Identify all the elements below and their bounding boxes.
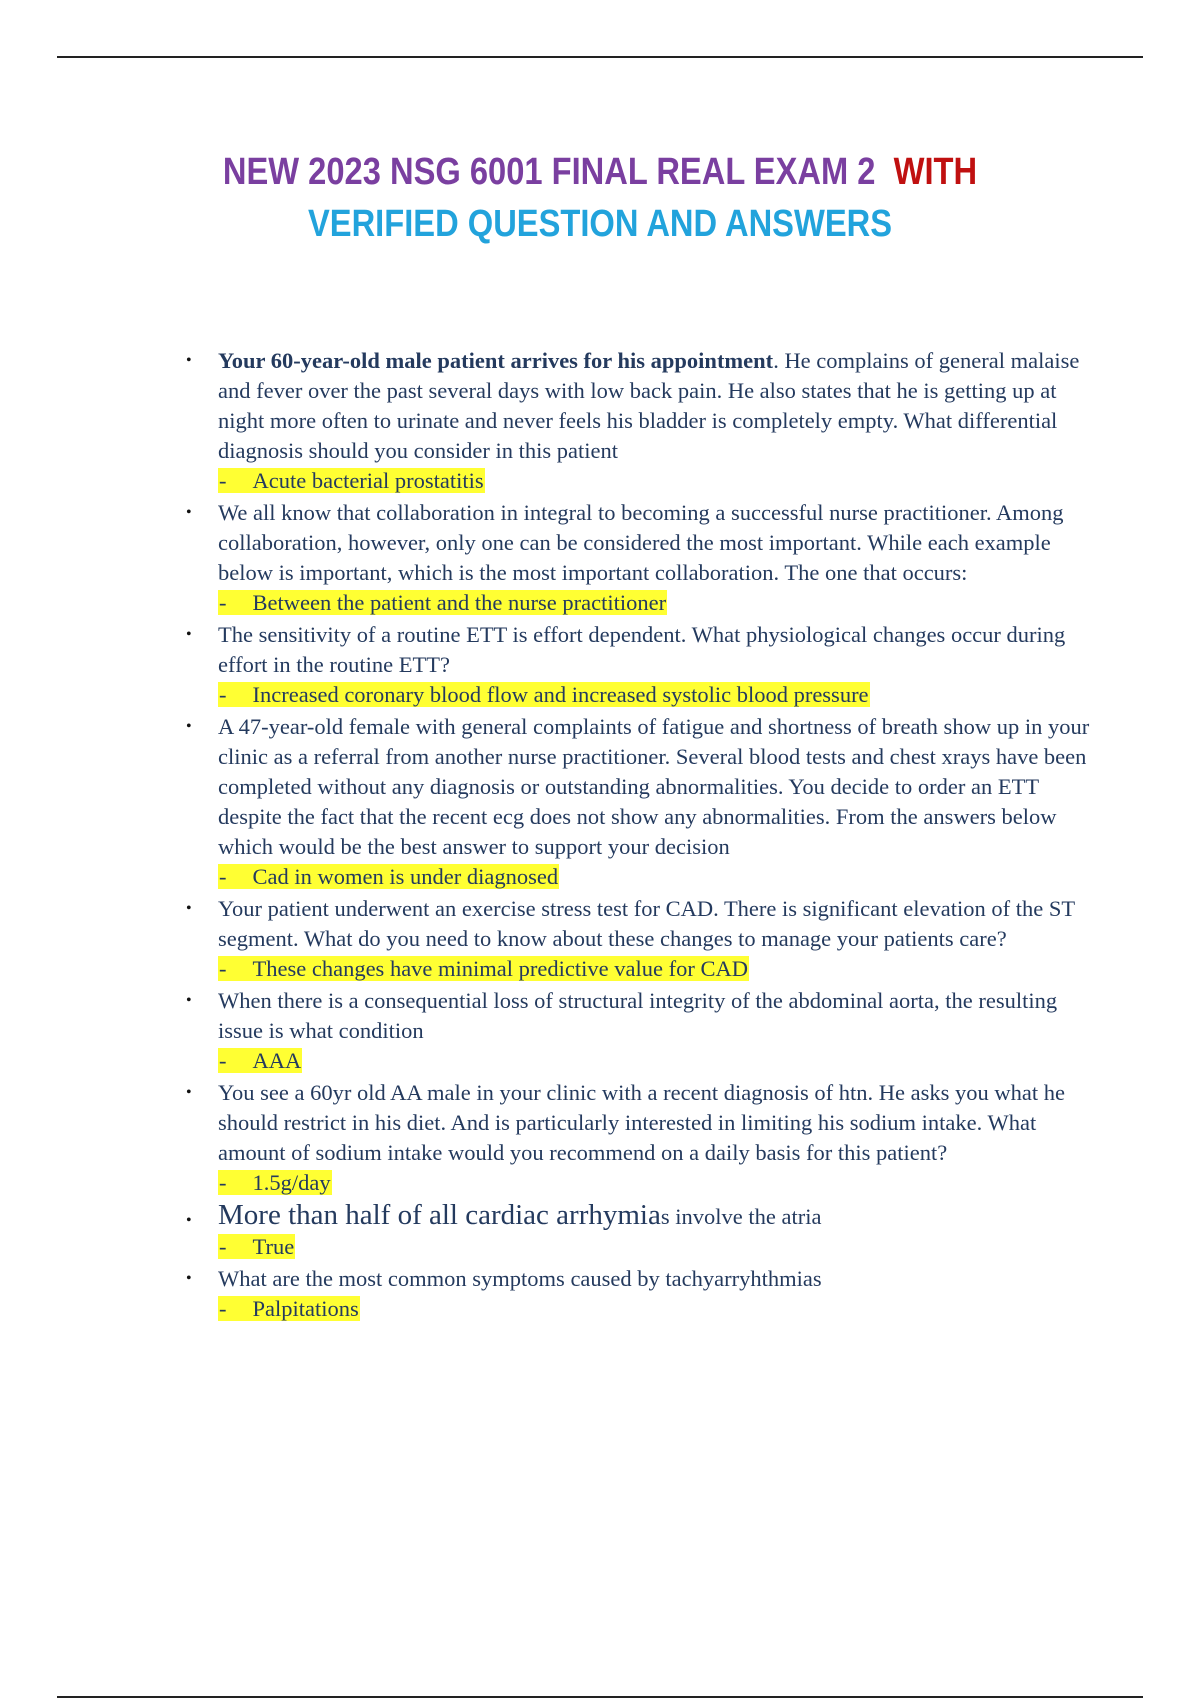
list-item bbox=[186, 1078, 1090, 1198]
bullet-icon: • bbox=[186, 1212, 192, 1229]
answer-highlight: - 1.5g/day bbox=[219, 1170, 331, 1195]
answer-text: 1.5g/day bbox=[252, 1170, 331, 1195]
list-item bbox=[186, 712, 1090, 892]
list-item bbox=[186, 894, 1090, 984]
bullet-icon: • bbox=[186, 900, 192, 917]
answer-text: Increased coronary blood flow and increased systolic blood pressure bbox=[252, 682, 869, 707]
question-lead: Your 60-year-old male patient arrives for his appointment bbox=[218, 348, 774, 373]
answer-highlight: - AAA bbox=[219, 1048, 302, 1073]
answer-highlight: - Between the patient and the nurse practitioner bbox=[219, 590, 667, 615]
question-text: When there is a consequential loss of structural integrity of the abdominal aorta, the resulting issue is what condition bbox=[218, 988, 1058, 1043]
answer-text: Cad in women is under diagnosed bbox=[252, 864, 559, 889]
answer-text: True bbox=[252, 1234, 295, 1259]
question-text: Your patient underwent an exercise stress test for CAD. There is significant elevation of the ST segment. What do you need to know about these changes to manage your patients care? bbox=[218, 896, 1075, 951]
title-part2: WITH bbox=[893, 151, 978, 193]
question-lead-large: More than half of all cardiac arrhymia bbox=[218, 1199, 661, 1231]
answer-highlight: - Cad in women is under diagnosed bbox=[219, 864, 559, 889]
question-text: You see a 60yr old AA male in your clinic with a recent diagnosis of htn. He asks you what he should restrict in his diet. And is particularly interested in limiting his sodium intake. What amount of sodium intake would you recommend on a daily basis for this patient? bbox=[218, 1080, 1065, 1165]
question-list bbox=[186, 346, 1090, 1326]
answer-text: Acute bacterial prostatitis bbox=[252, 468, 484, 493]
question-text: . He complains of general malaise and fever over the past several days with low back pain. He also states that he is getting up at night more often to urinate and never feels his bladder is completely empty. What differential diagnosis should you consider in this patient bbox=[218, 348, 1080, 463]
bullet-icon: • bbox=[186, 1270, 192, 1287]
list-item bbox=[186, 620, 1090, 710]
list-item bbox=[186, 346, 1090, 496]
question-text: The sensitivity of a routine ETT is effort dependent. What physiological changes occur during effort in the routine ETT? bbox=[218, 622, 1066, 677]
question-text: We all know that collaboration in integral to becoming a successful nurse practitioner. Among collaboration, however, only one can be considered the most important. While each example below is important, which is the most important collaboration. The one that occurs: bbox=[218, 500, 1064, 585]
top-rule bbox=[57, 56, 1143, 58]
answer-highlight: - Increased coronary blood flow and increased systolic blood pressure bbox=[219, 682, 869, 707]
question-text: What are the most common symptoms caused by tachyarryhthmias bbox=[218, 1266, 822, 1291]
question-text: A 47-year-old female with general complaints of fatigue and shortness of breath show up in your clinic as a referral from another nurse practitioner. Several blood tests and chest xrays have been completed without any diagnosis or outstanding abnormalities. You decide to order an ETT despite the fact that the recent ecg does not show any abnormalities. From the answers below which would be the best answer to support your decision bbox=[218, 714, 1090, 859]
document-title bbox=[84, 146, 1116, 250]
bullet-icon: • bbox=[186, 352, 192, 369]
bullet-icon: • bbox=[186, 1084, 192, 1101]
bullet-icon: • bbox=[186, 626, 192, 643]
list-item bbox=[186, 498, 1090, 618]
list-item bbox=[186, 1200, 1090, 1262]
answer-text: AAA bbox=[252, 1048, 302, 1073]
title-part1: NEW 2023 NSG 6001 FINAL REAL EXAM 2 bbox=[222, 151, 876, 193]
bullet-icon: • bbox=[186, 992, 192, 1009]
list-item bbox=[186, 986, 1090, 1076]
answer-highlight: - Acute bacterial prostatitis bbox=[219, 468, 484, 493]
answer-text: Palpitations bbox=[252, 1296, 359, 1321]
answer-highlight: - These changes have minimal predictive value for CAD bbox=[219, 956, 748, 981]
title-line2: VERIFIED QUESTION AND ANSWERS bbox=[307, 203, 893, 245]
answer-highlight: - Palpitations bbox=[219, 1296, 359, 1321]
bullet-icon: • bbox=[186, 504, 192, 521]
answer-text: These changes have minimal predictive value for CAD bbox=[252, 956, 748, 981]
answer-highlight: - True bbox=[219, 1234, 295, 1259]
bullet-icon: • bbox=[186, 718, 192, 735]
bottom-rule bbox=[57, 1696, 1143, 1698]
answer-text: Between the patient and the nurse practitioner bbox=[252, 590, 667, 615]
list-item bbox=[186, 1264, 1090, 1324]
question-text: s involve the atria bbox=[660, 1204, 822, 1229]
